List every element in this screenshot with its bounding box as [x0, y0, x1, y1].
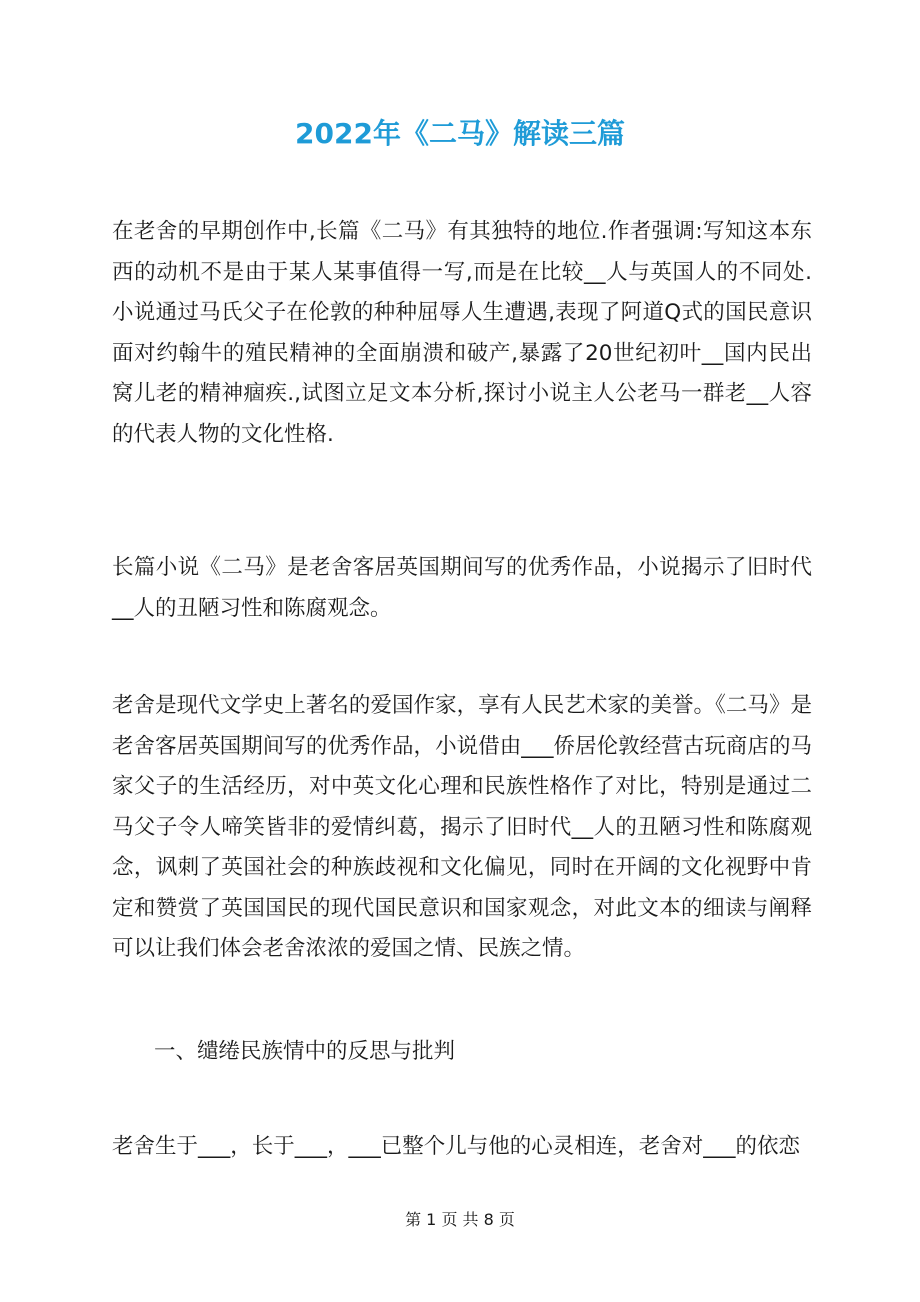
paragraph-intro: 在老舍的早期创作中,长篇《二马》有其独特的地位.作者强调:写知这本东西的动机不是由于某人某事值得一写,而是在比较__人与英国人的不同处.小说通过马氏父子在伦敦的种种屈辱人生遭遇,表现了阿道Q式的国民意识面对约翰牛的殖民精神的全面崩溃和破产,暴露了20世纪初叶__国内民出窝儿老的精神痼疾.,试图立足文本分析,探讨小说主人公老马一群老__人容的代表人物的文化性格. — [112, 219, 812, 447]
paragraph-section-start: 老舍生于___，长于___，___已整个儿与他的心灵相连，老舍对___的依恋 — [112, 1134, 801, 1159]
section-heading: 一、缱绻民族情中的反思与批判 — [154, 1039, 456, 1064]
paragraph-summary: 长篇小说《二马》是老舍客居英国期间写的优秀作品，小说揭示了旧时代__人的丑陋习性和陈腐观念。 — [112, 555, 812, 621]
page-footer: 第 1 页 共 8 页 — [405, 1210, 515, 1229]
paragraph-analysis: 老舍是现代文学史上著名的爱国作家，享有人民艺术家的美誉。《二马》是老舍客居英国期间写的优秀作品，小说借由___侨居伦敦经营古玩商店的马家父子的生活经历，对中英文化心理和民族性格作了对比，特别是通过二马父子令人啼笑皆非的爱情纠葛，揭示了旧时代__人的丑陋习性和陈腐观念，讽刺了英国社会的种族歧视和文化偏见，同时在开阔的文化视野中肯定和赞赏了英国国民的现代国民意识和国家观念，对此文本的细读与阐释可以让我们体会老舍浓浓的爱国之情、民族之情。 — [112, 693, 812, 961]
document-title: 2022年《二马》解读三篇 — [295, 117, 625, 150]
